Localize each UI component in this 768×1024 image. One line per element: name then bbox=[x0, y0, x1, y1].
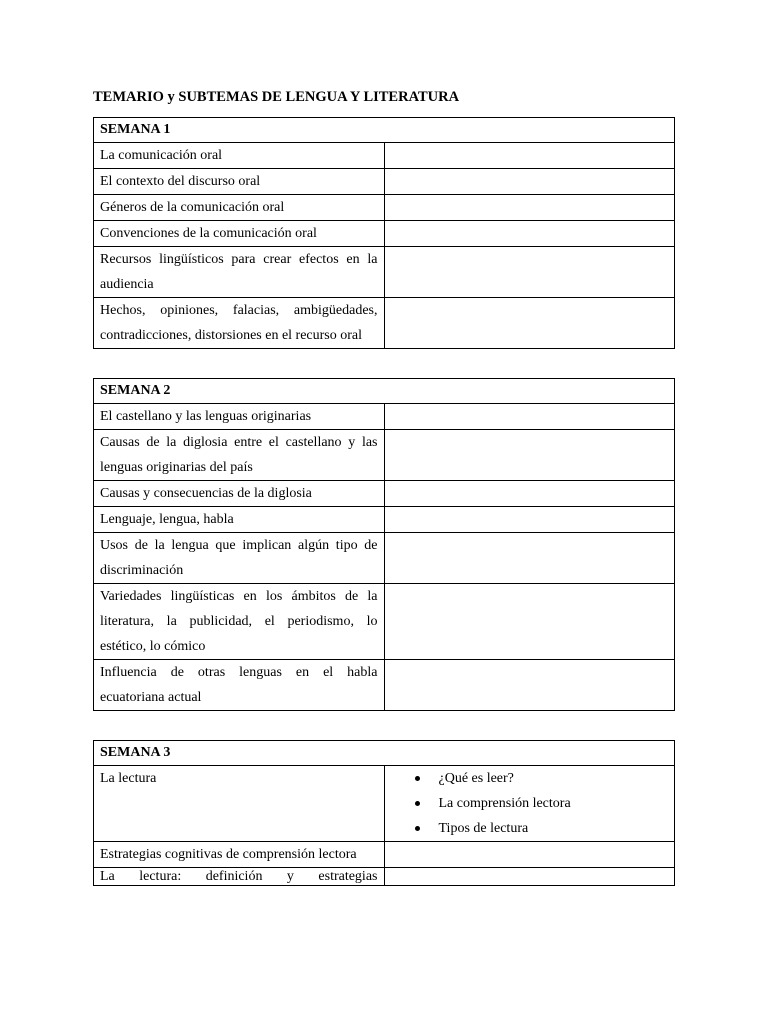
list-item: ¿Qué es leer? bbox=[415, 766, 669, 791]
table-row bbox=[94, 868, 675, 886]
table-row bbox=[94, 766, 675, 842]
list-item: La comprensión lectora bbox=[415, 791, 669, 816]
subtopic-list bbox=[415, 766, 669, 841]
list-item: Tipos de lectura bbox=[415, 816, 669, 841]
table-row bbox=[94, 533, 675, 584]
table-row bbox=[94, 660, 675, 711]
subtopic-cell bbox=[384, 481, 675, 507]
document-title: TEMARIO y SUBTEMAS DE LENGUA Y LITERATURA bbox=[93, 89, 460, 105]
topic-cell: El castellano y las lenguas originarias bbox=[94, 404, 385, 430]
table-row bbox=[94, 430, 675, 481]
topic-cell: Convenciones de la comunicación oral bbox=[94, 221, 385, 247]
subtopic-cell bbox=[384, 533, 675, 584]
week-1-header: SEMANA 1 bbox=[94, 118, 675, 143]
subtopic-cell bbox=[384, 507, 675, 533]
subtopic-cell bbox=[384, 404, 675, 430]
subtopic-cell bbox=[384, 430, 675, 481]
week-2-table bbox=[93, 378, 675, 711]
week-3-header: SEMANA 3 bbox=[94, 741, 675, 766]
subtopic-cell bbox=[384, 298, 675, 349]
subtopic-cell bbox=[384, 766, 675, 842]
subtopic-cell bbox=[384, 143, 675, 169]
table-row bbox=[94, 584, 675, 660]
topic-cell: Influencia de otras lenguas en el habla ecuatoriana actual bbox=[94, 660, 385, 711]
topic-cell: El contexto del discurso oral bbox=[94, 169, 385, 195]
subtopic-cell bbox=[384, 169, 675, 195]
topic-text: La lectura: definición y estrategias bbox=[100, 869, 378, 884]
topic-cell: Causas de la diglosia entre el castellano y las lenguas originarias del país bbox=[94, 430, 385, 481]
subtopic-cell bbox=[384, 584, 675, 660]
topic-cell: Variedades lingüísticas en los ámbitos de la literatura, la publicidad, el periodismo, lo estético, lo cómico bbox=[94, 584, 385, 660]
topic-cell: Géneros de la comunicación oral bbox=[94, 195, 385, 221]
document-page bbox=[93, 86, 675, 886]
week-1-table bbox=[93, 117, 675, 349]
topic-cell: La comunicación oral bbox=[94, 143, 385, 169]
table-row bbox=[94, 221, 675, 247]
week-3-table bbox=[93, 740, 675, 886]
subtopic-cell bbox=[384, 221, 675, 247]
subtopic-cell bbox=[384, 195, 675, 221]
table-row bbox=[94, 169, 675, 195]
table-row bbox=[94, 842, 675, 868]
subtopic-cell bbox=[384, 842, 675, 868]
table-row bbox=[94, 247, 675, 298]
table-row bbox=[94, 298, 675, 349]
topic-cell: Causas y consecuencias de la diglosia bbox=[94, 481, 385, 507]
subtopic-cell bbox=[384, 660, 675, 711]
subtopic-cell bbox=[384, 247, 675, 298]
table-row bbox=[94, 507, 675, 533]
topic-cell: Estrategias cognitivas de comprensión lectora bbox=[94, 842, 385, 868]
table-row bbox=[94, 143, 675, 169]
topic-cell: Recursos lingüísticos para crear efectos en la audiencia bbox=[94, 247, 385, 298]
table-row bbox=[94, 195, 675, 221]
topic-cell: Hechos, opiniones, falacias, ambigüedades, contradicciones, distorsiones en el recurso oral bbox=[94, 298, 385, 349]
table-row bbox=[94, 481, 675, 507]
topic-cell bbox=[94, 868, 385, 886]
topic-cell: La lectura bbox=[94, 766, 385, 842]
week-2-header: SEMANA 2 bbox=[94, 379, 675, 404]
subtopic-cell bbox=[384, 868, 675, 886]
topic-cell: Usos de la lengua que implican algún tipo de discriminación bbox=[94, 533, 385, 584]
topic-cell: Lenguaje, lengua, habla bbox=[94, 507, 385, 533]
table-row bbox=[94, 404, 675, 430]
